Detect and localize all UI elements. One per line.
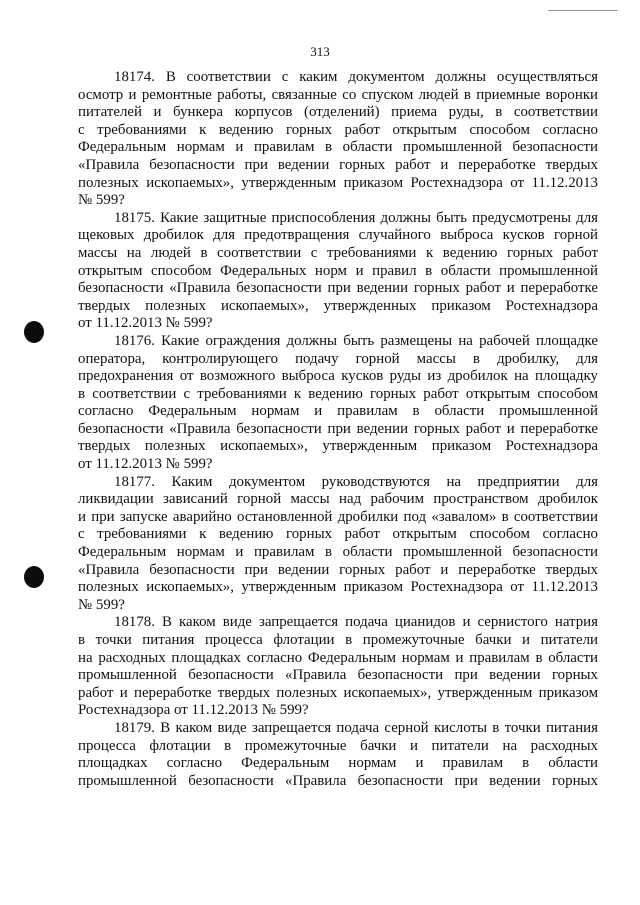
paragraph-line: 18174. В соответствии с каким документом должны осуществляться bbox=[114, 69, 598, 85]
paragraph-line: полезных ископаемых», утвержденным приказом Ростехнадзора от 11.12.2013 bbox=[78, 579, 598, 596]
paragraph-line: промышленной безопасности «Правила безопасности при ведении горных bbox=[78, 772, 598, 789]
paragraph-line: 18175. Какие защитные приспособления должны быть предусмотрены для bbox=[114, 209, 598, 226]
paragraph-line: Федеральным нормам и правилам в области промышленной безопасности bbox=[78, 139, 598, 156]
paragraph-line: в точки питания процесса флотации в промежуточные бачки и питатели bbox=[78, 632, 598, 648]
paragraph-line: твердых полезных ископаемых», утвержденным приказом Ростехнадзора bbox=[78, 438, 598, 455]
paragraph-line: «Правила безопасности при ведении горных работ и переработке твердых bbox=[78, 561, 598, 578]
paragraph-line: Федеральным нормам и правилам в области промышленной безопасности bbox=[78, 544, 598, 561]
paragraph-line: от 11.12.2013 № 599? bbox=[78, 456, 213, 473]
paragraph-line: «Правила безопасности при ведении горных работ и переработке твердых bbox=[78, 156, 598, 173]
paragraph-line: 18179. В каком виде запрещается подача серной кислоты в точки питания bbox=[114, 719, 598, 736]
paragraph-line: 18178. В каком виде запрещается подача цианидов и сернистого натрия bbox=[114, 614, 598, 631]
paragraph-line: с требованиями к ведению горных работ открытым способом согласно bbox=[78, 526, 598, 543]
paragraph-line: № 599? bbox=[78, 192, 125, 209]
paragraph-line: 18176. Какие ограждения должны быть размещены на рабочей площадке bbox=[114, 332, 598, 349]
paragraph-line: Ростехнадзора от 11.12.2013 № 599? bbox=[78, 702, 309, 719]
paragraph-line: процесса флотации в промежуточные бачки и питатели на расходных bbox=[78, 737, 598, 754]
paragraph-line: работ и переработке твердых полезных ископаемых», утвержденным приказом bbox=[78, 684, 598, 701]
paragraph-line: 18177. Каким документом руководствуются на предприятии для bbox=[114, 473, 598, 490]
page-number: 313 bbox=[310, 44, 330, 59]
paragraph-line: № 599? bbox=[78, 596, 125, 613]
paragraph-line: безопасности «Правила безопасности при ведении горных работ и переработке bbox=[78, 420, 598, 437]
questions-text bbox=[78, 69, 598, 790]
paragraph-line: твердых полезных ископаемых», утвержденных приказом Ростехнадзора bbox=[78, 297, 598, 314]
paragraph-line: питателей и бункера корпусов (отделений) приема руды, в соответствии bbox=[78, 104, 598, 121]
scan-edge-mark bbox=[548, 10, 618, 11]
binder-hole-mark bbox=[24, 321, 44, 343]
paragraph-line: безопасности «Правила безопасности при ведении горных работ и переработке bbox=[78, 280, 598, 297]
paragraph-line: с требованиями к ведению горных работ открытым способом согласно bbox=[78, 121, 598, 138]
paragraph-line: полезных ископаемых», утвержденным приказом Ростехнадзора от 11.12.2013 bbox=[78, 174, 598, 191]
paragraph-line: на расходных площадках согласно Федеральным нормам и правилам в области bbox=[78, 649, 598, 666]
paragraph-line: промышленной безопасности «Правила безопасности при ведении горных bbox=[78, 667, 598, 684]
binder-hole-mark bbox=[24, 566, 44, 588]
paragraph-line: и при запуске аварийно остановленной дробилки под «завалом» в соответствии bbox=[78, 508, 598, 525]
paragraph-line: ликвидации зависаний горной массы над рабочим пространством дробилок bbox=[78, 491, 598, 508]
paragraph-line: в соответствии с требованиями к ведению горных работ открытым способом bbox=[78, 385, 598, 402]
paragraph-line: массы на людей в соответствии с требованиями к ведению горных работ bbox=[78, 244, 598, 261]
paragraph-line: оператора, контролирующего подачу горной массы в дробилку, для bbox=[78, 350, 598, 367]
paragraph-line: открытым способом Федеральных норм и правил в области промышленной bbox=[78, 262, 598, 279]
paragraph-line: площадках согласно Федеральным нормам и правилам в области bbox=[78, 755, 598, 772]
paragraph-line: согласно Федеральным нормам и правилам в области промышленной bbox=[78, 403, 598, 420]
paragraph-line: предохранения от возможного выброса кусков руды из дробилок на площадку bbox=[78, 368, 598, 385]
paragraph-line: щековых дробилок для предотвращения случайного выброса кусков горной bbox=[78, 227, 598, 244]
paragraph-line: от 11.12.2013 № 599? bbox=[78, 315, 213, 332]
paragraph-line: осмотр и ремонтные работы, связанные со спуском людей в приемные воронки bbox=[78, 86, 598, 103]
